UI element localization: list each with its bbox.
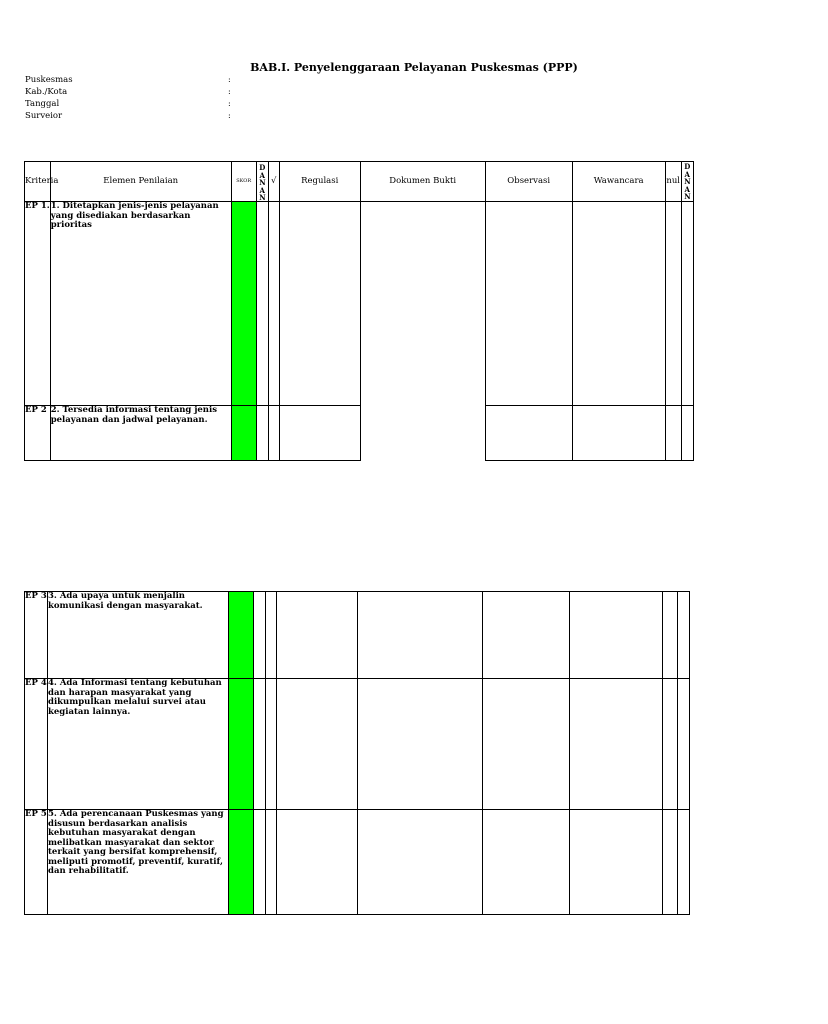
meta-colon: : [228, 111, 231, 120]
ep-label: EP 4 [25, 679, 48, 810]
skor-cell[interactable] [229, 592, 254, 679]
danan-2-cell[interactable] [678, 810, 690, 915]
elemen-text: 1. Ditetapkan jenis-jenis pelayanan yang disediakan berdasarkan prioritas [50, 202, 231, 406]
skor-cell[interactable] [229, 810, 254, 915]
check-cell[interactable] [266, 592, 277, 679]
col-dokumen: Dokumen Bukti [360, 162, 485, 202]
table-row [25, 406, 694, 461]
table-row [25, 592, 690, 679]
observasi-cell[interactable] [483, 810, 570, 915]
observasi-cell[interactable] [483, 679, 570, 810]
ep-label: EP 1. [25, 202, 51, 406]
table-row [25, 679, 690, 810]
ep-label: EP 5 [25, 810, 48, 915]
observasi-cell[interactable] [485, 406, 572, 461]
skor-cell[interactable] [231, 406, 256, 461]
table-row [25, 810, 690, 915]
regulasi-cell[interactable] [277, 592, 358, 679]
meta-label: Tanggal [25, 99, 60, 109]
dokumen-cell[interactable] [358, 592, 483, 679]
col-skor: SKOR [231, 162, 256, 202]
regulasi-cell[interactable] [277, 810, 358, 915]
nilai-cell[interactable] [663, 679, 678, 810]
col-observasi: Observasi [485, 162, 572, 202]
danan-cell[interactable] [256, 202, 268, 406]
document-title: BAB.I. Penyelenggaraan Pelayanan Puskesmas (PPP) [250, 61, 578, 74]
col-regulasi: Regulasi [279, 162, 360, 202]
table-header-row [25, 162, 694, 202]
meta-tanggal [25, 99, 231, 109]
dokumen-cell[interactable] [360, 406, 485, 461]
skor-cell[interactable] [229, 679, 254, 810]
nilai-cell[interactable] [663, 810, 678, 915]
ep-label: EP 3 [25, 592, 48, 679]
danan-cell[interactable] [254, 592, 266, 679]
dokumen-cell[interactable] [358, 679, 483, 810]
nilai-cell[interactable] [665, 202, 681, 406]
danan-cell[interactable] [254, 810, 266, 915]
col-wawancara: Wawancara [572, 162, 665, 202]
meta-kabkota [25, 87, 231, 97]
meta-colon: : [228, 99, 231, 108]
assessment-table-top [24, 161, 694, 461]
wawancara-cell[interactable] [572, 406, 665, 461]
elemen-text: 4. Ada Informasi tentang kebutuhan dan harapan masyarakat yang dikumpulkan melalui survei atau kegiatan lainnya. [48, 679, 229, 810]
wawancara-cell[interactable] [570, 810, 663, 915]
meta-colon: : [228, 87, 231, 96]
check-cell[interactable] [268, 202, 279, 406]
meta-surveior [25, 111, 231, 121]
meta-colon: : [228, 75, 231, 84]
assessment-table-bottom [24, 591, 690, 915]
meta-puskesmas [25, 75, 231, 85]
ep-label: EP 2 [25, 406, 51, 461]
elemen-text: 2. Tersedia informasi tentang jenis pelayanan dan jadwal pelayanan. [50, 406, 231, 461]
regulasi-cell[interactable] [277, 679, 358, 810]
wawancara-cell[interactable] [570, 592, 663, 679]
nilai-cell[interactable] [663, 592, 678, 679]
elemen-text: 5. Ada perencanaan Puskesmas yang disusun berdasarkan analisis kebutuhan masyarakat dengan melibatkan masyarakat dan sektor terkait yang bersifat komprehensif, meliputi promotif, preventif, kuratif, dan rehabilitatif. [48, 810, 229, 915]
col-nilai: nul [665, 162, 681, 202]
observasi-cell[interactable] [485, 202, 572, 406]
col-kriteria: Kriteria [25, 162, 51, 202]
meta-label: Surveior [25, 111, 63, 121]
nilai-cell[interactable] [665, 406, 681, 461]
dokumen-cell[interactable] [360, 202, 485, 406]
check-cell[interactable] [266, 810, 277, 915]
wawancara-cell[interactable] [570, 679, 663, 810]
regulasi-cell[interactable] [279, 202, 360, 406]
meta-label: Puskesmas [25, 75, 73, 85]
danan-2-cell[interactable] [678, 679, 690, 810]
dokumen-cell[interactable] [358, 810, 483, 915]
col-check: √ [268, 162, 279, 202]
col-danan-2: D A N A N [681, 162, 693, 202]
danan-2-cell[interactable] [678, 592, 690, 679]
meta-label: Kab./Kota [25, 87, 68, 97]
danan-2-cell[interactable] [681, 406, 693, 461]
check-cell[interactable] [266, 679, 277, 810]
table-row [25, 202, 694, 406]
skor-cell[interactable] [231, 202, 256, 406]
observasi-cell[interactable] [483, 592, 570, 679]
elemen-text: 3. Ada upaya untuk menjalin komunikasi dengan masyarakat. [48, 592, 229, 679]
regulasi-cell[interactable] [279, 406, 360, 461]
danan-2-cell[interactable] [681, 202, 693, 406]
col-danan: D A N A N [256, 162, 268, 202]
danan-cell[interactable] [256, 406, 268, 461]
danan-cell[interactable] [254, 679, 266, 810]
check-cell[interactable] [268, 406, 279, 461]
wawancara-cell[interactable] [572, 202, 665, 406]
col-elemen: Elemen Penilaian [50, 162, 231, 202]
